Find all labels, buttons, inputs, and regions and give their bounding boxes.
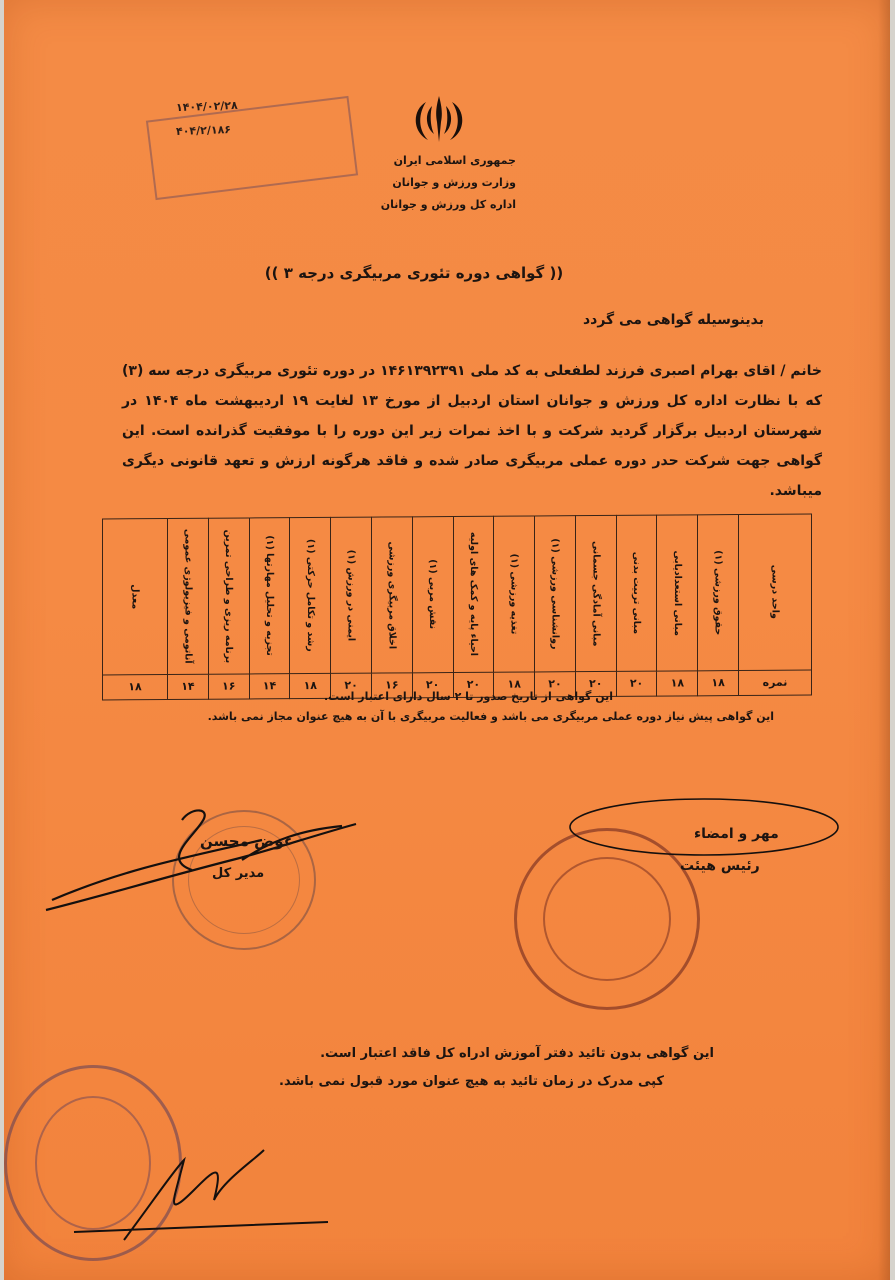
footer-validation-note: این گواهی بدون تائید دفتر آموزش ادراه کل فاقد اعتبار است.: [320, 1046, 714, 1061]
course-header-cell: [739, 514, 812, 670]
course-name: حقوق ورزشی (۱): [712, 549, 724, 636]
footer-copy-note: کپی مدرک در زمان تائید به هیچ عنوان مورد قبول نمی باشد.: [279, 1074, 664, 1089]
course-name-cell: [453, 516, 494, 672]
course-name-cell: [208, 518, 249, 674]
course-name-cell: [249, 518, 290, 674]
course-header-label: واحد درسی: [769, 564, 781, 620]
course-name-cell: [575, 515, 616, 671]
course-names-row: [103, 514, 812, 675]
course-name-cell: [412, 517, 453, 673]
course-name-cell: [494, 516, 535, 672]
course-name: مبانی آمادگی جسمانی: [590, 540, 602, 647]
iran-emblem-icon: [404, 92, 474, 146]
course-name: روانشناسی ورزشی (۱): [549, 537, 561, 650]
course-name: ایمنی در ورزش (۱): [345, 549, 357, 641]
header-line-department: اداره کل ورزش و جوانان: [380, 198, 516, 211]
committee-chair-title: رئیس هیئت: [680, 858, 760, 874]
course-grade: ۱۶: [208, 674, 249, 700]
course-name: آناتومی و فیزیولوژی عمومی: [182, 528, 194, 664]
course-grade: ۲۰: [412, 672, 453, 698]
course-name: احیاء پایه و کمک های اولیه: [467, 532, 479, 657]
course-grade: ۲۰: [535, 671, 576, 697]
course-name-cell: [371, 517, 412, 673]
course-name: برنامه ریزی و طراحی تمرین: [223, 529, 235, 663]
average-value: ۱۸: [103, 674, 168, 700]
director-signature: [42, 800, 362, 930]
course-name-cell: [168, 518, 209, 674]
director-title: مدیر کل: [212, 866, 265, 881]
ministry-header: [376, 150, 516, 216]
header-line-ministry: وزارت ورزش و جوانان: [392, 176, 516, 189]
course-name-cell: [535, 516, 576, 672]
course-grade: ۲۰: [575, 671, 616, 697]
greeting-line: بدینوسیله گواهی می گردد: [582, 312, 764, 328]
course-name: مبانی تربیت بدنی: [631, 551, 643, 635]
certificate-title: (( گواهی دوره تئوری مربیگری درجه ۳ )): [264, 264, 564, 282]
course-grade: ۱۴: [249, 673, 290, 699]
prerequisite-note: این گواهی پیش نیاز دوره عملی مربیگری می باشد و فعالیت مربیگری با آن به هیچ عنوان مجاز نمی باشد.: [207, 710, 774, 723]
course-grade: ۲۰: [616, 671, 657, 697]
course-grade: ۱۸: [657, 670, 698, 696]
course-grade: ۱۸: [698, 670, 739, 696]
course-name: تجزیه و تحلیل مهارتها (۱): [264, 535, 276, 656]
course-name-cell: [698, 515, 739, 671]
reference-date: ۱۴۰۴/۰۲/۲۸: [175, 98, 238, 115]
training-office-signature: [64, 1140, 334, 1250]
course-name: رشد و تکامل حرکتی (۱): [304, 538, 316, 652]
certificate-sheet: [4, 0, 890, 1280]
grade-header-cell: نمره: [739, 670, 812, 696]
course-grade: ۲۰: [453, 672, 494, 698]
reference-number: ۴۰۴/۲/۱۸۶: [175, 123, 232, 138]
course-name: مبانی استعدادیابی: [671, 549, 683, 636]
course-name-cell: [616, 515, 657, 671]
course-name: اخلاق مربیگری ورزشی: [386, 540, 398, 649]
average-header-cell: [103, 519, 168, 675]
average-label: معدل: [129, 584, 141, 610]
course-name-cell: [331, 517, 372, 673]
certificate-body: خانم / اقای بهرام اصبری فرزند لطفعلی به کد ملی ۱۴۶۱۳۹۲۳۹۱ در دوره تئوری مربیگری درجه سه (۳) که با نظارت اداره کل ورزش و جوانان استان اردبیل از مورخ ۱۳ لغایت ۱۹ اردیبهشت ماه ۱۴۰۴ در شهرستان اردبیل برگزار گردید شرکت و با اخذ نمرات زیر این دوره را با موفقیت گذرانده است. این گواهی جهت شرکت حدر دوره عملی مربیگری صادر شده و فاقد هرگونه ارزش و تعهد قانونی دیگری میباشد.: [122, 363, 822, 499]
header-line-country: جمهوری اسلامی ایران: [393, 154, 516, 167]
course-grade: ۲۰: [331, 673, 372, 699]
course-name-cell: [290, 517, 331, 673]
grades-table: [102, 514, 812, 701]
validity-note: این گواهی از تاریخ صدور تا ۲ سال دارای اعتبار است.: [324, 690, 614, 703]
course-grade: ۱۶: [371, 672, 412, 698]
seal-and-signature-label: مهر و امضاء: [694, 826, 779, 842]
director-name: عوض محسن: [200, 832, 294, 850]
course-name: تغذیه ورزشی (۱): [508, 553, 520, 635]
course-name: نقش مربی (۱): [427, 559, 439, 630]
course-grade: ۱۸: [494, 672, 535, 698]
course-name-cell: [657, 515, 698, 671]
course-grade: ۱۸: [290, 673, 331, 699]
course-grade: ۱۴: [168, 674, 209, 700]
